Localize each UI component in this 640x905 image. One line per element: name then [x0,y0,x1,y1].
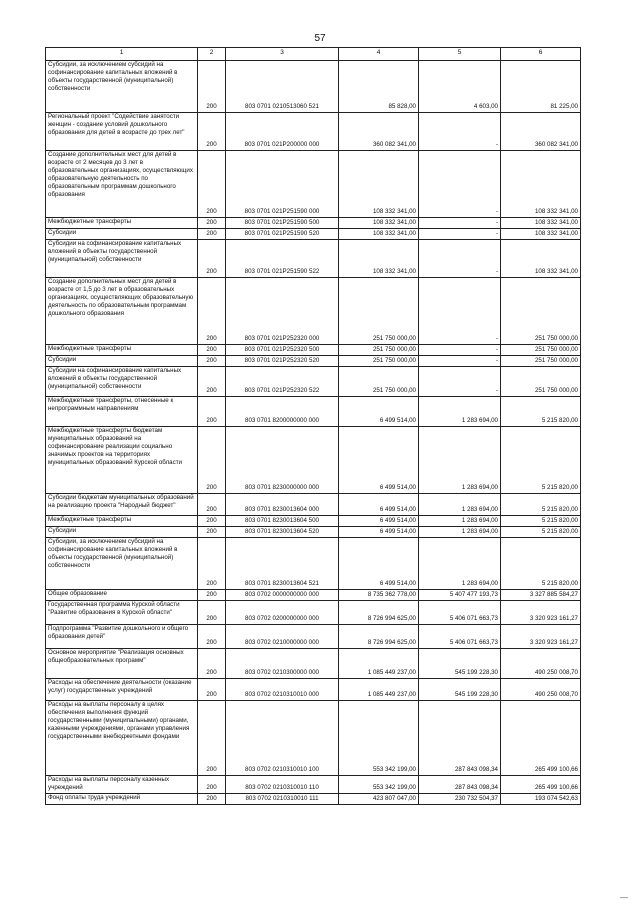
row-col6-value: 3 320 923 161,27 [501,625,581,649]
row-col4-value: 1 085 449 237,00 [339,649,419,679]
row-col5-value: 230 732 504,37 [419,794,501,805]
row-col4-value: 251 750 000,00 [339,278,419,345]
row-admin-code: 200 [198,601,226,625]
row-col5-value: 4 603,00 [419,61,501,113]
row-budget-code: 803 0701 8230000000 000 [226,427,339,494]
row-admin-code: 200 [198,794,226,805]
row-col5-value: - [419,240,501,278]
row-name: Межбюджетные трансферты [46,516,198,527]
row-col5-value: - [419,113,501,151]
row-admin-code: 200 [198,494,226,516]
table-row [46,679,581,701]
row-budget-code: 803 0701 0210513060 521 [226,61,339,113]
row-admin-code: 200 [198,538,226,590]
row-col5-value: 1 283 694,00 [419,397,501,427]
table-row [46,61,581,113]
row-col4-value: 1 085 449 237,00 [339,679,419,701]
table-row [46,794,581,805]
row-budget-code: 803 0701 021P252320 000 [226,278,339,345]
row-col4-value: 108 332 341,00 [339,229,419,240]
row-col4-value: 553 342 199,00 [339,701,419,776]
table-header-row [46,48,581,61]
row-col6-value: 5 215 820,00 [501,538,581,590]
row-col4-value: 6 499 514,00 [339,427,419,494]
row-admin-code: 200 [198,151,226,218]
row-admin-code: 200 [198,590,226,601]
row-name: Субсидии, за исключением субсидий на софинансирование капитальных вложений в объекты государственной (муниципальной) собственности [46,61,198,113]
column-header: 6 [501,48,581,61]
table-row [46,601,581,625]
row-budget-code: 803 0701 8200000000 000 [226,397,339,427]
table-row [46,494,581,516]
row-col5-value: - [419,278,501,345]
row-col5-value: 287 843 098,34 [419,701,501,776]
row-admin-code: 200 [198,61,226,113]
footer-mark: — [620,893,628,902]
row-budget-code: 803 0702 0210310010 110 [226,776,339,794]
table-row [46,113,581,151]
row-col5-value: - [419,218,501,229]
table-row [46,345,581,356]
row-col4-value: 6 499 514,00 [339,538,419,590]
row-name: Расходы на выплаты персоналу казенных учреждений [46,776,198,794]
row-col6-value: 193 074 542,63 [501,794,581,805]
row-name: Межбюджетные трансферты [46,218,198,229]
row-name: Основное мероприятие "Реализация основных общеобразовательных программ" [46,649,198,679]
row-name: Субсидии, за исключением субсидий на софинансирование капитальных вложений в объекты государственной (муниципальной) собственности [46,538,198,590]
row-budget-code: 803 0702 0210310010 111 [226,794,339,805]
row-admin-code: 200 [198,527,226,538]
row-col5-value: 5 407 477 193,73 [419,590,501,601]
row-name: Субсидии бюджетам муниципальных образований на реализацию проекта "Народный бюджет" [46,494,198,516]
column-header: 4 [339,48,419,61]
row-admin-code: 200 [198,516,226,527]
row-admin-code: 200 [198,649,226,679]
row-admin-code: 200 [198,367,226,397]
row-col5-value: 1 283 694,00 [419,527,501,538]
row-admin-code: 200 [198,356,226,367]
row-col6-value: 108 332 341,00 [501,240,581,278]
row-col4-value: 108 332 341,00 [339,218,419,229]
row-col5-value: 287 843 098,34 [419,776,501,794]
row-admin-code: 200 [198,776,226,794]
row-col6-value: 3 320 923 161,27 [501,601,581,625]
table-row [46,151,581,218]
row-col6-value: 251 750 000,00 [501,367,581,397]
row-col4-value: 423 807 047,00 [339,794,419,805]
row-col5-value: - [419,356,501,367]
budget-table [45,47,581,805]
row-name: Создание дополнительных мест для детей в возрасте от 1,5 до 3 лет в образовательных организациях, осуществляющих образовательную деятельность по образовательным программам дошкольного образования [46,278,198,345]
row-col4-value: 6 499 514,00 [339,494,419,516]
row-col6-value: 251 750 000,00 [501,356,581,367]
row-name: Субсидии [46,356,198,367]
row-budget-code: 803 0701 8230013604 521 [226,538,339,590]
table-row [46,516,581,527]
table-row [46,649,581,679]
row-name: Субсидии [46,527,198,538]
row-budget-code: 803 0701 021P200000 000 [226,113,339,151]
table-row [46,776,581,794]
row-col4-value: 251 750 000,00 [339,356,419,367]
row-col4-value: 6 499 514,00 [339,397,419,427]
row-admin-code: 200 [198,625,226,649]
row-admin-code: 200 [198,679,226,701]
column-header: 2 [198,48,226,61]
row-budget-code: 803 0702 0200000000 000 [226,601,339,625]
row-col5-value: 1 283 694,00 [419,516,501,527]
row-col5-value: - [419,367,501,397]
row-col6-value: 108 332 341,00 [501,151,581,218]
row-col6-value: 251 750 000,00 [501,278,581,345]
row-admin-code: 200 [198,397,226,427]
row-col5-value: - [419,345,501,356]
row-budget-code: 803 0702 0210300000 000 [226,649,339,679]
row-admin-code: 200 [198,427,226,494]
row-name: Межбюджетные трансферты, отнесенные к непрограммным направлениям [46,397,198,427]
row-name: Фонд оплаты труда учреждений [46,794,198,805]
row-col6-value: 251 750 000,00 [501,345,581,356]
row-name: Создание дополнительных мест для детей в возрасте от 2 месяцев до 3 лет в образовательных организациях, осуществляющих образовательную деятельность по образовательным программам дошкольного образования [46,151,198,218]
row-admin-code: 200 [198,278,226,345]
table-row [46,356,581,367]
row-name: Субсидии на софинансирование капитальных вложений в объекты государственной (муниципальной) собственности [46,240,198,278]
row-col5-value: 1 283 694,00 [419,427,501,494]
table-row [46,538,581,590]
table-row [46,427,581,494]
row-col5-value: 1 283 694,00 [419,494,501,516]
row-budget-code: 803 0701 021P251590 520 [226,229,339,240]
row-col4-value: 8 735 362 778,00 [339,590,419,601]
page-number: 57 [314,33,326,44]
row-col6-value: 5 215 820,00 [501,427,581,494]
row-col6-value: 81 225,00 [501,61,581,113]
row-col4-value: 360 082 341,00 [339,113,419,151]
table-row [46,527,581,538]
row-budget-code: 803 0701 021P251590 522 [226,240,339,278]
row-budget-code: 803 0701 021P251590 000 [226,151,339,218]
row-admin-code: 200 [198,345,226,356]
row-col5-value: 545 199 228,30 [419,649,501,679]
row-admin-code: 200 [198,113,226,151]
row-budget-code: 803 0702 0000000000 000 [226,590,339,601]
row-col5-value: - [419,151,501,218]
row-budget-code: 803 0701 8230013604 500 [226,516,339,527]
row-col6-value: 360 082 341,00 [501,113,581,151]
table-row [46,367,581,397]
table-row [46,590,581,601]
row-col6-value: 108 332 341,00 [501,229,581,240]
row-name: Региональный проект "Содействие занятости женщин - создание условий дошкольного образования для детей в возрасте до трех лет" [46,113,198,151]
table-row [46,278,581,345]
row-admin-code: 200 [198,701,226,776]
table-row [46,218,581,229]
row-col6-value: 5 215 820,00 [501,397,581,427]
row-col4-value: 108 332 341,00 [339,151,419,218]
table-row [46,625,581,649]
row-col6-value: 5 215 820,00 [501,494,581,516]
row-col4-value: 6 499 514,00 [339,527,419,538]
row-name: Межбюджетные трансферты бюджетам муниципальных образований на софинансирование реализации социально значимых проектов на территориях муниципальных образований Курской области [46,427,198,494]
row-col4-value: 8 726 994 625,00 [339,625,419,649]
row-admin-code: 200 [198,218,226,229]
row-admin-code: 200 [198,240,226,278]
row-budget-code: 803 0702 0210310010 100 [226,701,339,776]
row-col4-value: 6 499 514,00 [339,516,419,527]
row-budget-code: 803 0702 0210000000 000 [226,625,339,649]
row-name: Субсидии [46,229,198,240]
row-col5-value: - [419,229,501,240]
table-row [46,397,581,427]
row-col6-value: 108 332 341,00 [501,218,581,229]
row-name: Субсидии на софинансирование капитальных вложений в объекты государственной (муниципальной) собственности [46,367,198,397]
column-header: 3 [226,48,339,61]
row-budget-code: 803 0702 0210310010 000 [226,679,339,701]
row-col5-value: 5 406 071 663,73 [419,601,501,625]
row-budget-code: 803 0701 021P252320 520 [226,356,339,367]
row-col4-value: 108 332 341,00 [339,240,419,278]
row-col6-value: 265 499 100,66 [501,701,581,776]
row-name: Расходы на обеспечение деятельности (оказание услуг) государственных учреждений [46,679,198,701]
row-col6-value: 5 215 820,00 [501,527,581,538]
row-col6-value: 3 327 885 584,27 [501,590,581,601]
row-col6-value: 490 250 008,70 [501,649,581,679]
row-col5-value: 1 283 694,00 [419,538,501,590]
column-header: 5 [419,48,501,61]
row-col6-value: 265 499 100,66 [501,776,581,794]
row-col4-value: 553 342 199,00 [339,776,419,794]
table-row [46,229,581,240]
row-col4-value: 251 750 000,00 [339,367,419,397]
column-header: 1 [46,48,198,61]
row-admin-code: 200 [198,229,226,240]
row-col5-value: 5 406 071 663,73 [419,625,501,649]
row-budget-code: 803 0701 021P252320 500 [226,345,339,356]
row-col4-value: 8 726 994 625,00 [339,601,419,625]
row-col6-value: 5 215 820,00 [501,516,581,527]
row-name: Расходы на выплаты персоналу в целях обеспечения выполнения функций государственными (муниципальными) органами, казенными учреждениями, органами управления государственными внебюджетными фондами [46,701,198,776]
row-name: Подпрограмма "Развитие дошкольного и общего образования детей" [46,625,198,649]
row-name: Межбюджетные трансферты [46,345,198,356]
row-col5-value: 545 199 228,30 [419,679,501,701]
row-name: Государственная программа Курской области "Развитие образования в Курской области" [46,601,198,625]
row-budget-code: 803 0701 021P251590 500 [226,218,339,229]
row-budget-code: 803 0701 021P252320 522 [226,367,339,397]
table-row [46,701,581,776]
row-col4-value: 251 750 000,00 [339,345,419,356]
row-budget-code: 803 0701 8230013604 000 [226,494,339,516]
row-name: Общее образование [46,590,198,601]
row-col6-value: 490 250 008,70 [501,679,581,701]
table-row [46,240,581,278]
row-budget-code: 803 0701 8230013604 520 [226,527,339,538]
row-col4-value: 85 828,00 [339,61,419,113]
